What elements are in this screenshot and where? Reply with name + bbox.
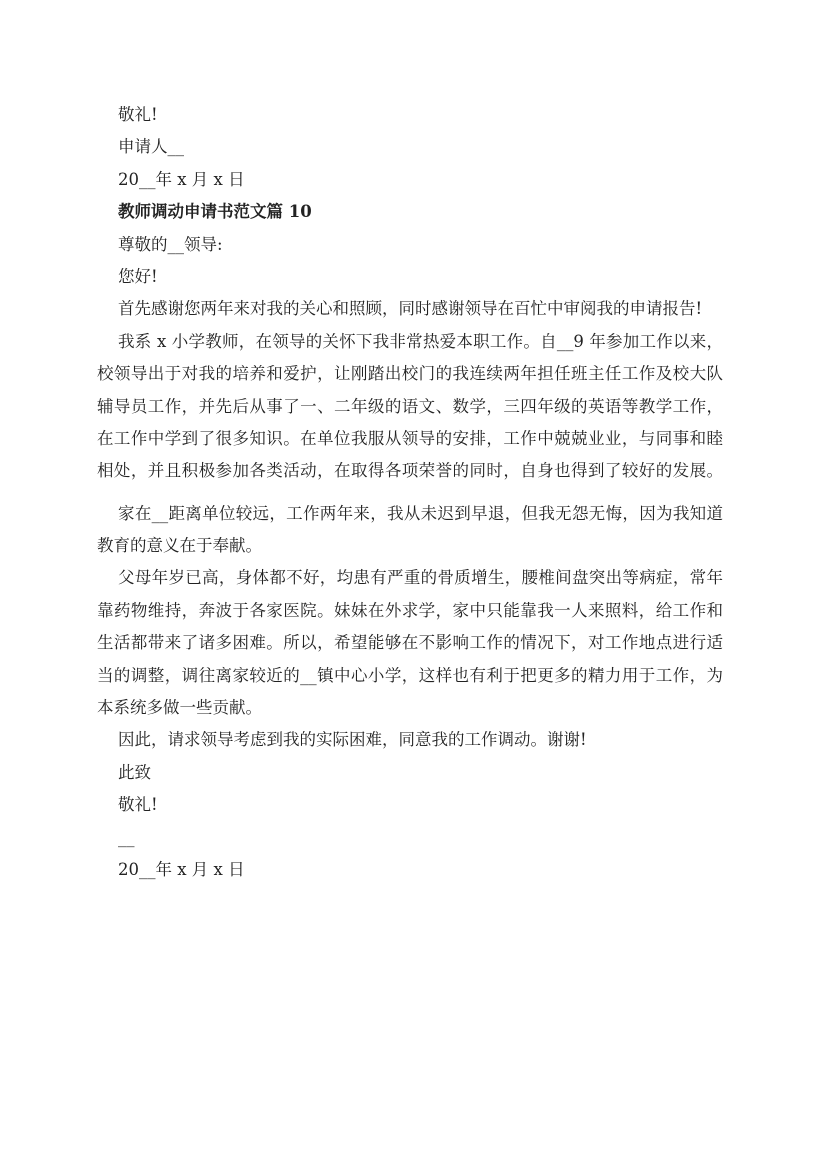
date-line: 20__年 x 月 x 日 — [118, 859, 245, 879]
paragraph-line: 本系统多做一些贡献。 — [97, 698, 262, 718]
paragraph — [97, 326, 723, 488]
paragraph-line: 校领导出于对我的培养和爱护，让刚踏出校门的我连续两年担任班主任工作及校大队 — [97, 364, 723, 384]
paragraph-line: 我系 x 小学教师，在领导的关怀下我非常热爱本职工作。自__9 年参加工作以来， — [118, 331, 723, 351]
salute-text: 敬礼! — [118, 105, 158, 124]
paragraph-line: 因此，请求领导考虑到我的实际困难，同意我的工作调动。谢谢! — [118, 730, 587, 750]
signature-line: __ — [118, 827, 135, 847]
paragraph-line: 当的调整，调往离家较近的__镇中心小学，这样也有利于把更多的精力用于工作，为 — [97, 665, 723, 685]
document-page — [97, 99, 723, 886]
paragraph-line: 靠药物维持，奔波于各家医院。妹妹在外求学，家中只能靠我一人来照料，给工作和 — [97, 600, 723, 620]
paragraph-line: 辅导员工作，并先后从事了一、二年级的语文、数学，三四年级的英语等教学工作， — [97, 396, 723, 416]
applicant-line: 申请人__ — [118, 137, 184, 157]
closing-text: 此致 — [118, 762, 151, 782]
date-line: 20__年 x 月 x 日 — [118, 169, 245, 189]
paragraph — [97, 498, 723, 563]
paragraph — [97, 724, 723, 756]
section-title: 教师调动申请书范文篇 10 — [118, 202, 312, 222]
salute-text: 敬礼! — [118, 795, 158, 815]
paragraph-line: 首先感谢您两年来对我的关心和照顾，同时感谢领导在百忙中审阅我的申请报告! — [118, 299, 703, 319]
paragraph — [97, 562, 723, 724]
paragraph — [97, 293, 723, 325]
paragraph-line: 在工作中学到了很多知识。在单位我服从领导的安排，工作中兢兢业业，与同事和睦 — [97, 428, 723, 448]
paragraph-line: 家在__距离单位较远，工作两年来，我从未迟到早退，但我无怨无悔，因为我知道 — [118, 503, 723, 523]
paragraph-line: 相处，并且积极参加各类活动，在取得各项荣誉的同时，自身也得到了较好的发展。 — [97, 461, 723, 481]
paragraph-line: 父母年岁已高，身体都不好，均患有严重的骨质增生，腰椎间盘突出等病症，常年 — [118, 568, 723, 588]
paragraph-line: 教育的意义在于奉献。 — [97, 536, 262, 556]
greeting-to: 尊敬的__领导: — [118, 234, 223, 254]
greeting: 您好! — [118, 266, 158, 286]
paragraph-line: 生活都带来了诸多困难。所以，希望能够在不影响工作的情况下，对工作地点进行适 — [97, 633, 723, 653]
